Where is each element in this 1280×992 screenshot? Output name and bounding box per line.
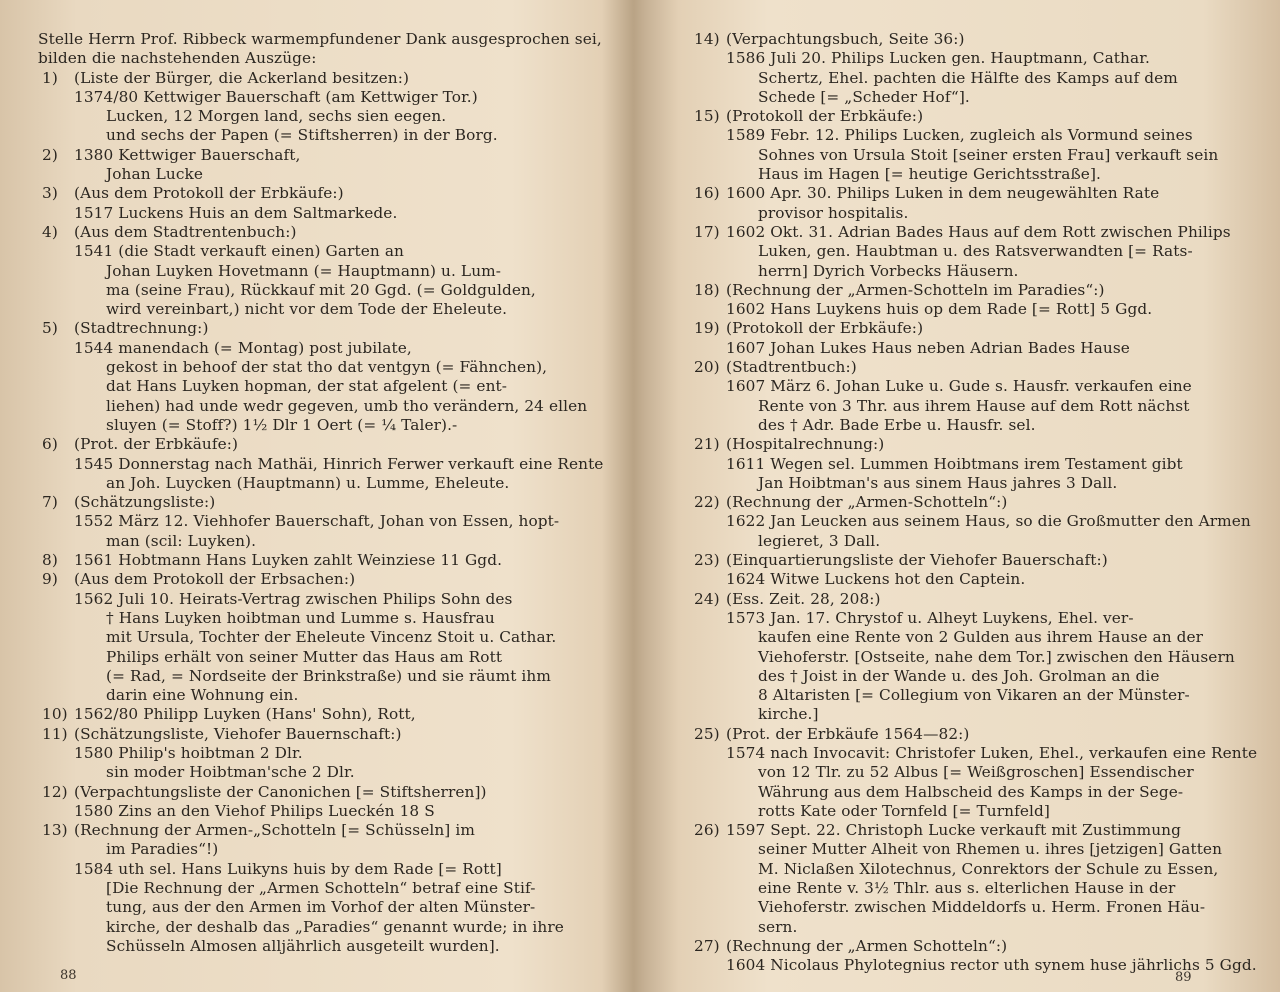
entry-line: 1573 Jan. 17. Chrystof u. Alheyt Luykens, Ehel. ver- [726, 608, 1134, 627]
entry-line: (Rechnung der „Armen-Schotteln“:) [726, 493, 1008, 512]
entry-line: (Rechnung der „Armen Schotteln“:) [726, 936, 1008, 955]
document-entry [690, 724, 1258, 821]
entry-line: (Ess. Zeit. 28, 208:) [726, 589, 881, 608]
document-entry [690, 821, 1223, 937]
entry-line: eine Rente v. 3½ Thlr. aus s. elterlichen Hause in der [758, 879, 1176, 898]
entry-line: rotts Kate oder Tornfeld [= Turnfeld] [758, 801, 1050, 820]
entry-number: 19) [694, 319, 720, 338]
entry-line: (Rechnung der Armen-„Schotteln [= Schüsseln] im [74, 821, 475, 840]
entry-line: M. Niclaßen Xilotechnus, Conrektors der Schule zu Essen, [758, 859, 1219, 878]
entry-number: 24) [694, 589, 720, 608]
entry-line: (= Rad, = Nordseite der Brinkstraße) und sie räumt ihm [106, 666, 551, 685]
entry-number: 22) [694, 493, 720, 512]
entry-line: Jan Hoibtman's aus sinem Haus jahres 3 Dall. [758, 473, 1118, 492]
entry-line: 1541 (die Stadt verkauft einen) Garten an [74, 242, 404, 261]
document-entry [690, 589, 1235, 725]
document-entry [38, 551, 558, 570]
entry-line: (Verpachtungsbuch, Seite 36:) [726, 30, 965, 48]
intro-line: Stelle Herrn Prof. Ribbeck warmempfundener Dank ausgesprochen sei, [38, 30, 602, 48]
document-entry [38, 223, 558, 319]
entry-line: Johan Luyken Hovetmann (= Hauptmann) u. Lum- [106, 261, 502, 280]
entry-line: (Liste der Bürger, die Ackerland besitzen:) [74, 68, 410, 87]
entry-number: 5) [42, 319, 58, 338]
entry-line: Viehoferstr. [Ostseite, nahe dem Tor.] zwischen den Häusern [758, 647, 1235, 666]
entry-line: 1624 Witwe Luckens hot den Captein. [726, 570, 1026, 589]
entry-line: wird vereinbart,) nicht vor dem Tode der Eheleute. [106, 300, 508, 319]
entry-number: 16) [694, 184, 720, 203]
document-entry [690, 358, 1205, 435]
entry-line: an Joh. Luycken (Hauptmann) u. Lumme, Eheleute. [106, 473, 510, 492]
entry-line: Johan Lucke [106, 165, 204, 184]
entry-line: kirche, der deshalb das „Paradies“ genannt wurde; in ihre [106, 917, 564, 936]
entry-number: 15) [694, 107, 720, 126]
entry-line: des † Joist in der Wande u. des Joh. Grolman an die [758, 666, 1160, 685]
entry-line: sern. [758, 917, 798, 936]
entry-line: 1611 Wegen sel. Lummen Hoibtmans irem Testament gibt [726, 454, 1183, 473]
page-number-right: 89 [1175, 970, 1192, 985]
entry-line: Schüsseln Almosen alljährlich ausgeteilt wurden]. [106, 936, 500, 955]
entry-number: 20) [694, 358, 720, 377]
document-entry [38, 725, 558, 783]
entry-line: mit Ursula, Tochter der Eheleute Vincenz Stoit u. Cathar. [106, 628, 557, 647]
entry-line: sluyen (= Stoff?) 1½ Dlr 1 Oert (= ¼ Taler).- [106, 415, 458, 434]
entry-line: und sechs der Papen (= Stiftsherren) in der Borg. [106, 126, 498, 145]
document-entry [690, 435, 1205, 493]
left-entries [38, 68, 604, 957]
entry-line: 1561 Hobtmann Hans Luyken zahlt Weinziese 11 Ggd. [74, 551, 503, 570]
document-entry [38, 319, 588, 435]
entry-line: 1544 manendach (= Montag) post jubilate, [74, 338, 412, 357]
entry-line: Luken, gen. Haubtman u. des Ratsverwandten [= Rats- [758, 242, 1193, 261]
entry-line: provisor hospitalis. [758, 203, 909, 222]
entry-line: kaufen eine Rente von 2 Gulden aus ihrem Hause an der [758, 628, 1204, 647]
entry-number: 12) [42, 782, 68, 801]
entry-number: 4) [42, 222, 58, 241]
entry-line: legieret, 3 Dall. [758, 531, 881, 550]
entry-line: (Schätzungsliste, Viehofer Bauernschaft:) [74, 724, 402, 743]
entry-line: man (scil: Luyken). [106, 531, 257, 550]
entry-line: † Hans Luyken hoibtman und Lumme s. Hausfrau [106, 608, 495, 627]
entry-line: (Protokoll der Erbkäufe:) [726, 107, 924, 126]
entry-line: 1602 Hans Luykens huis op dem Rade [= Rott] 5 Ggd. [726, 300, 1153, 319]
entry-line: 1622 Jan Leucken aus seinem Haus, so die Großmutter den Armen [726, 512, 1251, 531]
entry-number: 27) [694, 936, 720, 955]
entry-line: 1600 Apr. 30. Philips Luken in dem neugewählten Rate [726, 184, 1160, 203]
entry-number: 14) [694, 30, 720, 48]
entry-line: (Stadtrentbuch:) [726, 358, 857, 377]
entry-number: 9) [42, 570, 58, 589]
entry-line: 1517 Luckens Huis an dem Saltmarkede. [74, 203, 398, 222]
entry-line: 1562 Juli 10. Heirats-Vertrag zwischen Philips Sohn des [74, 589, 513, 608]
left-page [38, 30, 604, 992]
entry-line: 1586 Juli 20. Philips Lucken gen. Hauptmann, Cathar. [726, 49, 1150, 68]
entry-line: seiner Mutter Alheit von Rhemen u. ihres [jetzigen] Gatten [758, 840, 1223, 859]
document-entry [690, 30, 1205, 107]
entry-number: 11) [42, 724, 68, 743]
entry-line: 1584 uth sel. Hans Luikyns huis by dem Rade [= Rott] [74, 859, 502, 878]
entry-line: (Prot. der Erbkäufe 1564—82:) [726, 724, 970, 743]
entry-line: Schede [= „Scheder Hof“]. [758, 87, 970, 106]
document-entry [38, 184, 558, 223]
document-entry [38, 821, 564, 956]
entry-line: (Aus dem Stadtrentenbuch:) [74, 222, 297, 241]
document-entry [690, 936, 1257, 976]
entry-line: 1545 Donnerstag nach Mathäi, Hinrich Ferwer verkauft eine Rente [74, 454, 604, 473]
entry-line: Rente von 3 Thr. aus ihrem Hause auf dem Rott nächst [758, 396, 1190, 415]
entry-line: (Stadtrechnung:) [74, 319, 209, 338]
entry-line: ma (seine Frau), Rückkauf mit 20 Ggd. (= Goldgulden, [106, 280, 536, 299]
document-entry [690, 184, 1205, 223]
right-entries [690, 30, 1258, 976]
entry-line: 1607 Johan Lukes Haus neben Adrian Bades Hause [726, 338, 1130, 357]
entry-number: 7) [42, 493, 58, 512]
entry-line: 1552 März 12. Viehhofer Bauerschaft, Johan von Essen, hopt- [74, 512, 560, 531]
entry-line: 1580 Zins an den Viehof Philips Lueckén 18 S [74, 801, 435, 820]
entry-line: 1380 Kettwiger Bauerschaft, [74, 145, 301, 164]
document-entry [38, 783, 558, 822]
document-entry [690, 281, 1205, 320]
right-page [690, 30, 1258, 992]
entry-line: 1562/80 Philipp Luyken (Hans' Sohn), Rott, [74, 705, 416, 724]
entry-line: des † Adr. Bade Erbe u. Hausfr. sel. [758, 415, 1036, 434]
entry-line: herrn] Dyrich Vorbecks Häusern. [758, 261, 1019, 280]
entry-number: 17) [694, 222, 720, 241]
intro-line: bilden die nachstehenden Auszüge: [38, 49, 317, 68]
entry-line: (Protokoll der Erbkäufe:) [726, 319, 924, 338]
entry-number: 2) [42, 145, 58, 164]
entry-line: 1580 Philip's hoibtman 2 Dlr. [74, 743, 303, 762]
document-entry [38, 493, 558, 551]
entry-line: Viehoferstr. zwischen Middeldorfs u. Herm. Fronen Häu- [758, 898, 1206, 917]
entry-number: 18) [694, 280, 720, 299]
entry-line: 1597 Sept. 22. Christoph Lucke verkauft mit Zustimmung [726, 821, 1182, 840]
page-number-left: 88 [60, 968, 77, 983]
entry-number: 6) [42, 435, 58, 454]
document-entry [38, 570, 558, 705]
entry-line: (Aus dem Protokoll der Erbsachen:) [74, 570, 356, 589]
entry-line: (Einquartierungsliste der Viehofer Bauerschaft:) [726, 551, 1108, 570]
entry-number: 10) [42, 705, 68, 724]
entry-number: 21) [694, 435, 720, 454]
entry-line: von 12 Tlr. zu 52 Albus [= Weißgroschen] Essendischer [758, 763, 1194, 782]
entry-line: gekost in behoof der stat tho dat ventgyn (= Fähnchen), [106, 358, 548, 377]
document-entry [38, 146, 558, 185]
entry-line: Lucken, 12 Morgen land, sechs sien eegen. [106, 107, 447, 126]
entry-number: 3) [42, 184, 58, 203]
entry-line: Währung aus dem Halbscheid des Kamps in der Sege- [758, 782, 1184, 801]
entry-number: 23) [694, 551, 720, 570]
entry-line: [Die Rechnung der „Armen Schotteln“ betraf eine Stif- [106, 879, 536, 898]
entry-line: Sohnes von Ursula Stoit [seiner ersten Frau] verkauft sein [758, 145, 1219, 164]
entry-line: (Aus dem Protokoll der Erbkäufe:) [74, 184, 344, 203]
document-entry [690, 319, 1205, 358]
entry-line: tung, aus der den Armen im Vorhof der alten Münster- [106, 898, 536, 917]
entry-number: 26) [694, 821, 720, 840]
document-entry [38, 435, 604, 493]
document-entry [690, 551, 1205, 590]
entry-line: (Rechnung der „Armen-Schotteln im Paradies“:) [726, 280, 1105, 299]
entry-line: Philips erhält von seiner Mutter das Haus am Rott [106, 647, 503, 666]
entry-line: darin eine Wohnung ein. [106, 686, 299, 705]
entry-line: kirche.] [758, 705, 819, 724]
intro-text [38, 30, 602, 69]
document-entry [690, 222, 1231, 281]
document-entry [690, 493, 1251, 551]
entry-line: (Schätzungsliste:) [74, 493, 216, 512]
document-entry [38, 705, 558, 724]
entry-number: 25) [694, 724, 720, 743]
entry-number: 8) [42, 551, 58, 570]
document-entry [690, 107, 1219, 184]
entry-number: 1) [42, 68, 58, 87]
entry-line: Haus im Hagen [= heutige Gerichtsstraße]. [758, 165, 1101, 184]
entry-line: liehen) had unde wedr gegeven, umb tho verändern, 24 ellen [106, 396, 588, 415]
entry-line: sin moder Hoibtman'sche 2 Dlr. [106, 763, 355, 782]
entry-line: 1607 März 6. Johan Luke u. Gude s. Hausfr. verkaufen eine [726, 377, 1192, 396]
entry-line: 1374/80 Kettwiger Bauerschaft (am Kettwiger Tor.) [74, 87, 478, 106]
entry-line: (Hospitalrechnung:) [726, 435, 885, 454]
entry-line: dat Hans Luyken hopman, der stat afgelent (= ent- [106, 377, 508, 396]
entry-line: 1602 Okt. 31. Adrian Bades Haus auf dem Rott zwischen Philips [726, 222, 1231, 241]
entry-line: 1574 nach Invocavit: Christofer Luken, Ehel., verkaufen eine Rente [726, 743, 1258, 762]
document-entry [38, 69, 558, 146]
entry-line: (Prot. der Erbkäufe:) [74, 435, 239, 454]
entry-number: 13) [42, 821, 68, 840]
entry-line: (Verpachtungsliste der Canonichen [= Stiftsherren]) [74, 782, 487, 801]
entry-line: Schertz, Ehel. pachten die Hälfte des Kamps auf dem [758, 68, 1178, 87]
entry-line: 1604 Nicolaus Phylotegnius rector uth synem huse jährlichs 5 Ggd. [726, 956, 1257, 975]
entry-line: im Paradies“!) [106, 840, 219, 859]
entry-line: 8 Altaristen [= Collegium von Vikaren an der Münster- [758, 686, 1190, 705]
entry-line: 1589 Febr. 12. Philips Lucken, zugleich als Vormund seines [726, 126, 1193, 145]
